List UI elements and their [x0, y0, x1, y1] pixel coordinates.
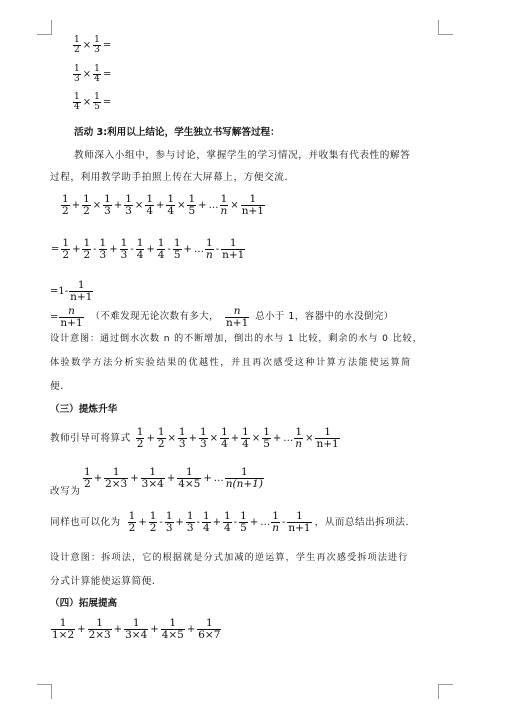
fraction: $\frac{1}{5}$	[94, 92, 100, 113]
fraction: $\frac{1}{3}$	[178, 426, 186, 451]
fraction: $\frac{1}{2}$	[149, 510, 157, 535]
fraction: $\frac{1}{3}$	[199, 426, 207, 451]
crop-mark-bottom-left	[37, 684, 52, 699]
design-intent-1-line-3: 便．	[50, 381, 71, 392]
fraction: $\frac{1}{2\times 3}$	[88, 617, 111, 642]
fraction: $\frac{1}{5}$	[263, 426, 270, 451]
fraction: $\frac{1}{3}$	[104, 193, 111, 218]
fraction: $\frac{1}{2}$	[83, 193, 90, 218]
fraction: $\frac{1}{4}$	[157, 237, 165, 262]
fraction: $\frac{1}{3}$	[99, 237, 107, 262]
fraction: $\frac{1}{4}$	[221, 426, 228, 451]
fraction: $\frac{1}{2}$	[62, 193, 69, 218]
equation-row-3: =1- $\frac{1}{n+1}$	[50, 279, 93, 304]
section-3-title: （三）提炼升华	[50, 404, 118, 415]
fraction: $\frac{1}{4\times 5}$	[161, 617, 184, 642]
fraction: $\frac{n}{n+1}$	[226, 305, 249, 330]
fraction: $\frac{1}{2}$	[136, 426, 144, 451]
fraction: $\frac{1}{4}$	[202, 510, 210, 535]
fraction: $\frac{1}{n+1}$	[70, 279, 93, 304]
equation-row-1: $\frac{1}{2}$ + $\frac{1}{2}$ × $\frac{1}{3}$ + $\frac{1}{3}$ × $\frac{1}{4}$ + $\frac{1}{4}$ × $\frac{1}{5}$ + … $\frac{1}{n}$ × $\frac{1}{n+1}$	[62, 193, 264, 218]
fraction: $\frac{1}{2}$	[157, 426, 165, 451]
fraction: $\frac{1}{5}$	[173, 237, 181, 262]
fraction: $\frac{1}{n}$	[295, 426, 303, 451]
fraction: $\frac{1}{2}$	[84, 466, 91, 491]
equation-row-4: = $\frac{n}{n+1}$ （不难发现无论次数有多大， $\frac{n}{n+1}$ 总小于 1，容器中的水没倒完）	[50, 305, 394, 330]
fraction: $\frac{1}{3}$	[186, 510, 194, 535]
fraction: $\frac{1}{2}$	[74, 35, 80, 56]
paragraph-1-line-2: 过程，利用教学助手拍照上传在大屏幕上，方便交流．	[50, 172, 295, 183]
product-line-2: $\frac{1}{3}$ × $\frac{1}{4}$ =	[74, 64, 112, 85]
design-intent-2-line-1: 设计意图：拆项法，它的根据就是分式加减的逆运算，学生再次感受拆项法进行	[50, 553, 409, 563]
fraction: $\frac{1}{3}$	[120, 237, 128, 262]
fraction: $\frac{1}{3\times 4}$	[125, 617, 148, 642]
fraction: $\frac{1}{4}$	[74, 92, 80, 113]
fraction: $\frac{1}{4}$	[94, 64, 100, 85]
fraction: $\frac{1}{4}$	[136, 237, 144, 262]
fraction: $\frac{1}{5}$	[188, 193, 196, 218]
split-equation-line: 同样也可以化为 $\frac{1}{2}$ + $\frac{1}{2}$ - $\frac{1}{3}$ + $\frac{1}{3}$ - $\frac{1}{4}$ + $\frac{1}{4}$ - $\frac{1}{5}$ + … $\frac{1}{n}$ - $\frac{1}{n+1}$ ，从而总结出拆项法．	[50, 510, 416, 535]
crop-mark-bottom-right	[438, 684, 453, 699]
rewrite-label: 改写为	[50, 486, 81, 497]
fraction: $\frac{1}{n(n+1)}$	[225, 466, 263, 491]
fraction: $\frac{1}{n+1}$	[316, 426, 339, 451]
crop-mark-top-right	[438, 20, 453, 35]
fraction: $\frac{1}{3}$	[74, 64, 80, 85]
rewrite-equation: $\frac{1}{2}$ + $\frac{1}{2\times 3}$ + $\frac{1}{3\times 4}$ + $\frac{1}{4\times 5}$ + … $\frac{1}{n(n+1)}$	[84, 466, 263, 491]
fraction: $\frac{1}{n+1}$	[222, 237, 245, 262]
crop-mark-top-left	[37, 20, 52, 35]
equation-row-2: = $\frac{1}{2}$ + $\frac{1}{2}$ - $\frac{1}{3}$ + $\frac{1}{3}$ - $\frac{1}{4}$ + $\frac{1}{4}$ - $\frac{1}{5}$ + … $\frac{1}{n}$ - $\frac{1}{n+1}$	[51, 237, 245, 262]
fraction: $\frac{1}{2}$	[128, 510, 136, 535]
fraction: $\frac{1}{n}$	[272, 510, 279, 535]
extension-equation: $\frac{1}{1\times 2}$ + $\frac{1}{2\times 3}$ + $\frac{1}{3\times 4}$ + $\frac{1}{4\times 5}$ + $\frac{1}{6\times 7}$	[52, 617, 221, 642]
product-line-1: $\frac{1}{2}$ × $\frac{1}{3}$ =	[74, 35, 112, 56]
fraction: $\frac{1}{2}$	[62, 237, 70, 262]
fraction: $\frac{1}{n+1}$	[241, 193, 264, 218]
design-intent-1-line-2: 体验数学方法分析实验结果的优越性，并且再次感受这种计算方法能使运算简	[50, 358, 412, 368]
fraction: $\frac{1}{4}$	[146, 193, 153, 218]
fraction: $\frac{1}{2}$	[83, 237, 91, 262]
fraction: $\frac{1}{n}$	[220, 193, 228, 218]
fraction: $\frac{1}{6\times 7}$	[198, 617, 221, 642]
fraction: $\frac{1}{5}$	[240, 510, 247, 535]
fraction: $\frac{1}{3\times 4}$	[141, 466, 164, 491]
fraction: $\frac{1}{n+1}$	[288, 510, 311, 535]
guide-equation-line: 教师引导可将算式 $\frac{1}{2}$ + $\frac{1}{2}$ × $\frac{1}{3}$ + $\frac{1}{3}$ × $\frac{1}{4}$ + $\frac{1}{4}$ × $\frac{1}{5}$ + … $\frac{1}{n}$ × $\frac{1}{n+1}$	[50, 426, 339, 451]
fraction: $\frac{n}{n+1}$	[60, 305, 83, 330]
fraction: $\frac{1}{4}$	[224, 510, 231, 535]
fraction: $\frac{1}{n}$	[205, 237, 213, 262]
fraction: $\frac{1}{3}$	[125, 193, 132, 218]
section-4-title: （四）拓展提高	[50, 598, 118, 609]
design-intent-1-line-1: 设计意图：通过倒水次数 n 的不断增加，倒出的水与 1 比较，剩余的水与 0 比较，	[50, 334, 423, 344]
fraction: $\frac{1}{3}$	[94, 35, 100, 56]
fraction: $\frac{1}{3}$	[165, 510, 173, 535]
paragraph-1-line-1: 教师深入小组中，参与讨论，掌握学生的学习情况，并收集有代表性的解答	[74, 150, 411, 161]
product-line-3: $\frac{1}{4}$ × $\frac{1}{5}$ =	[74, 92, 112, 113]
fraction: $\frac{1}{4}$	[167, 193, 175, 218]
design-intent-2-line-2: 分式计算能使运算简便．	[50, 576, 163, 587]
fraction: $\frac{1}{4\times 5}$	[178, 466, 201, 491]
activity3-title: 活动 3:利用以上结论，学生独立书写解答过程：	[74, 127, 280, 138]
fraction: $\frac{1}{1\times 2}$	[52, 617, 75, 642]
fraction: $\frac{1}{4}$	[242, 426, 249, 451]
fraction: $\frac{1}{2\times 3}$	[105, 466, 128, 491]
